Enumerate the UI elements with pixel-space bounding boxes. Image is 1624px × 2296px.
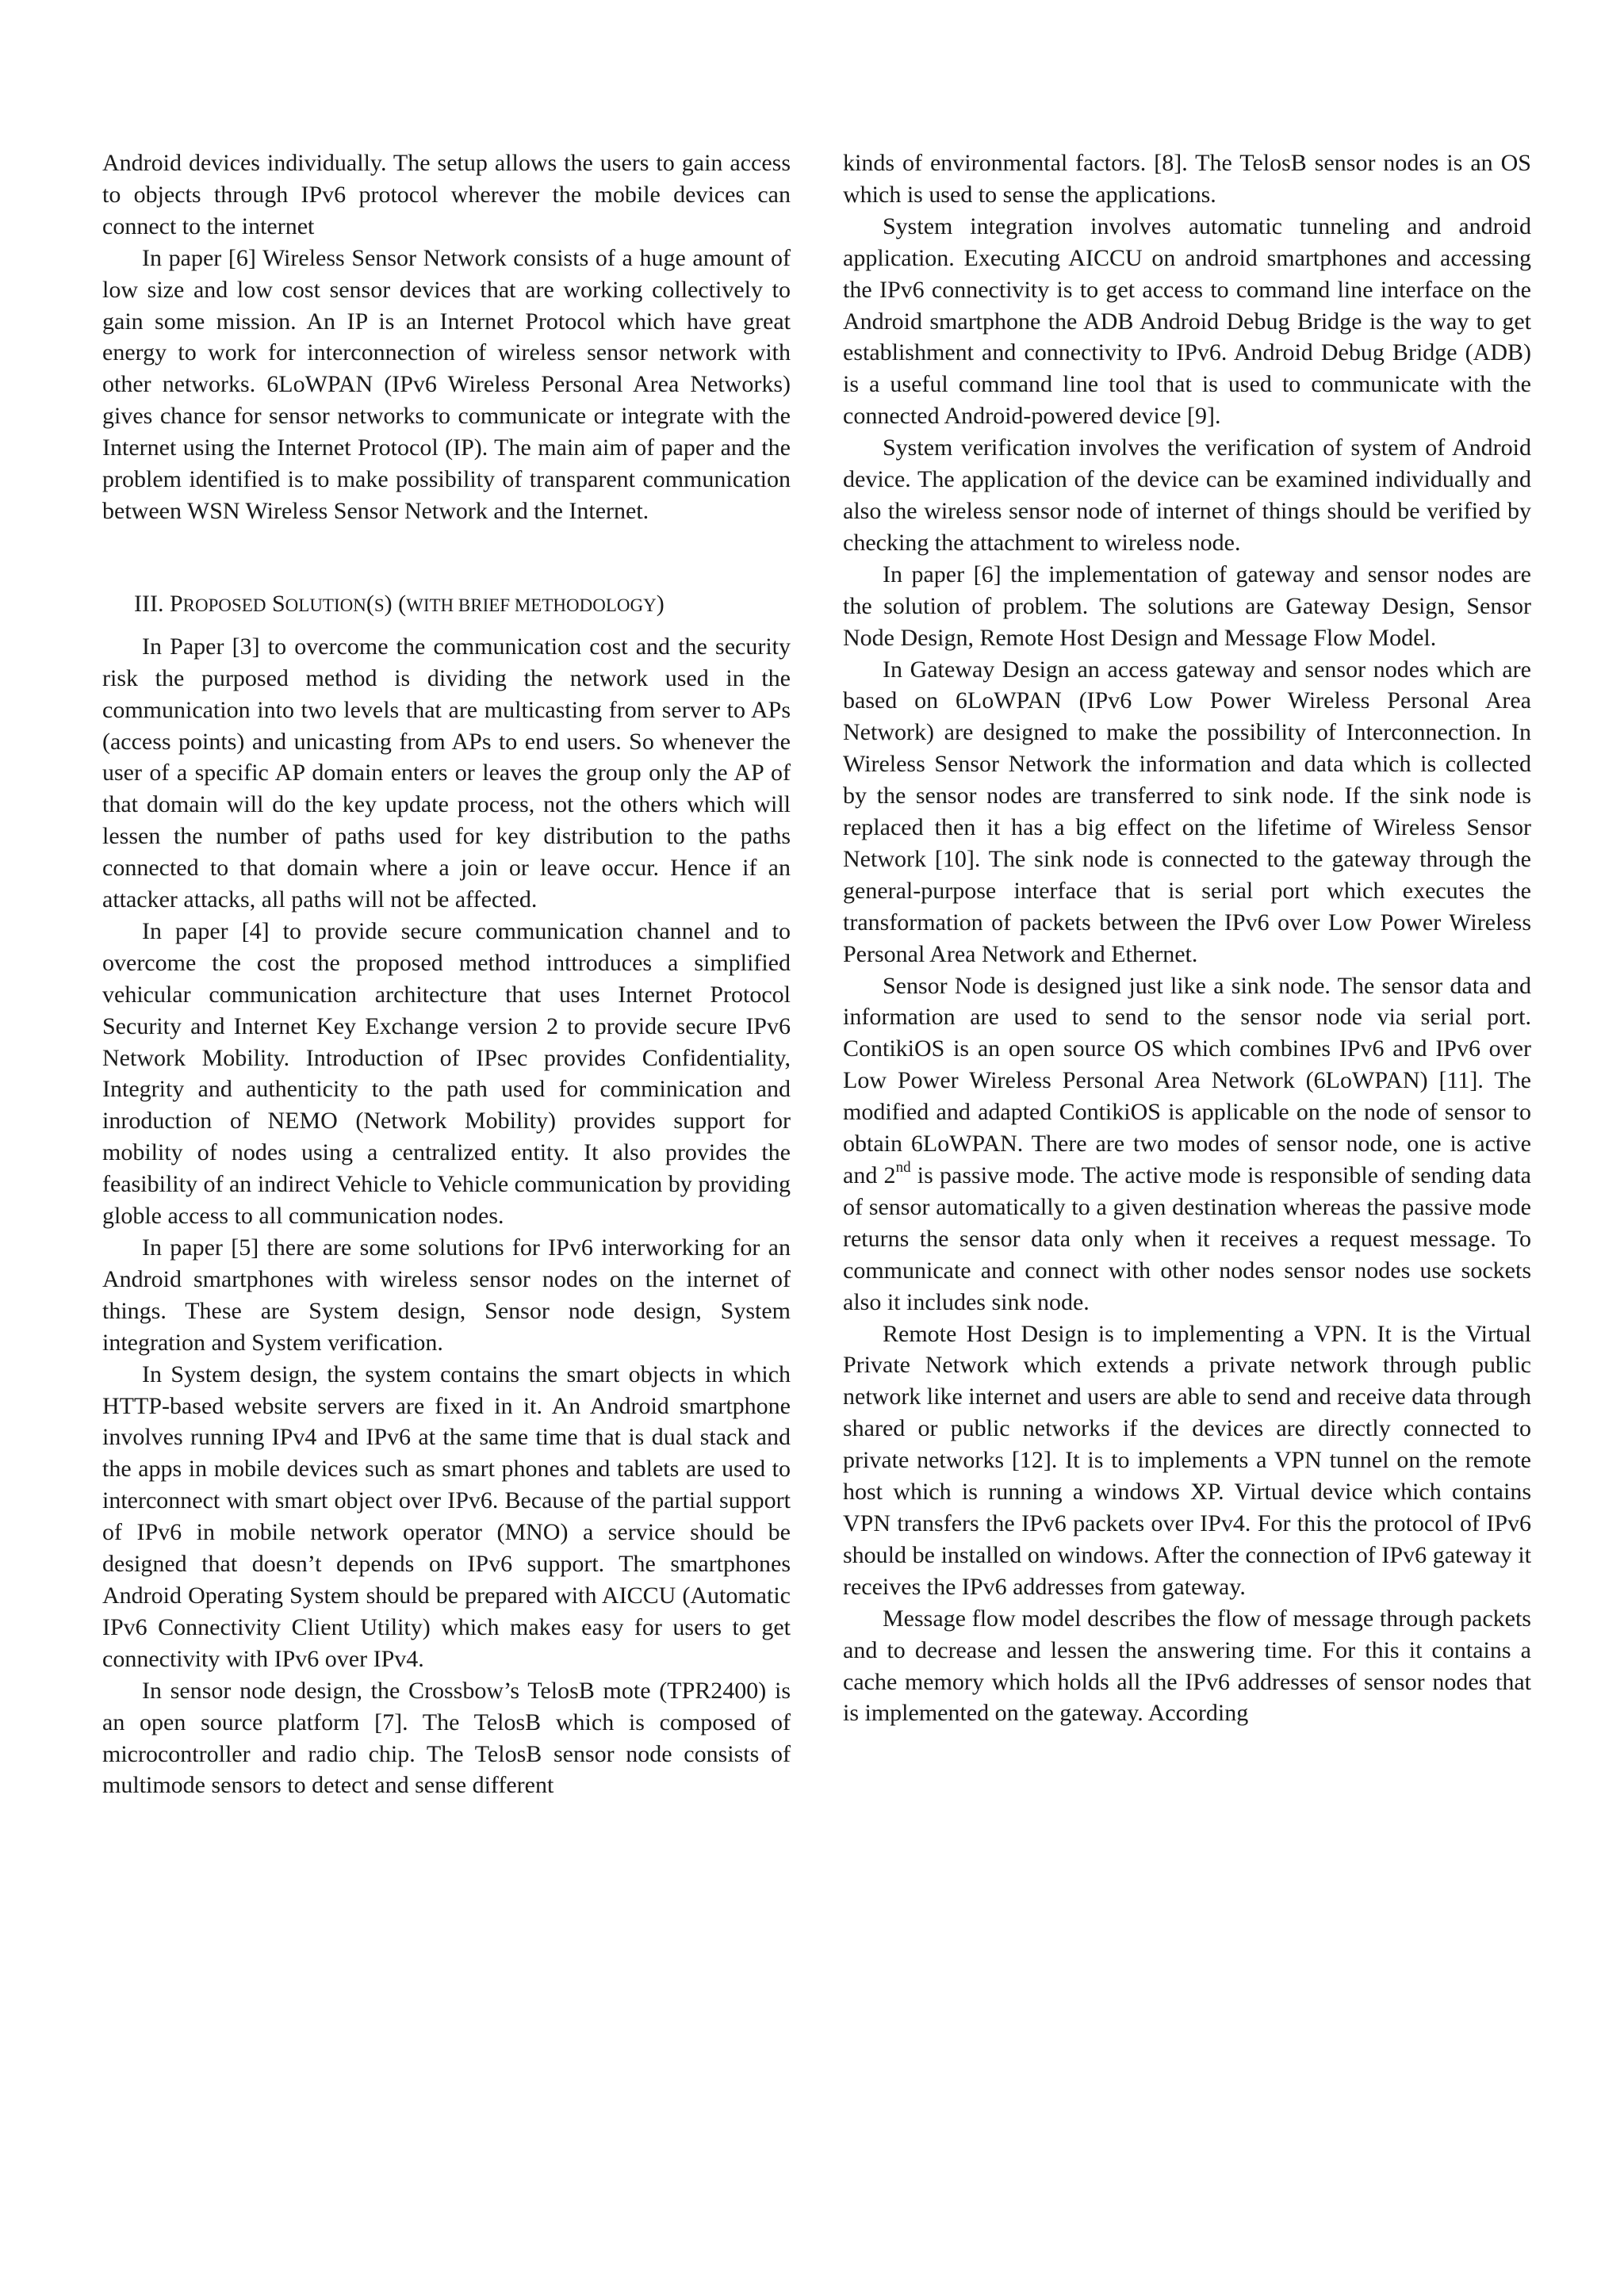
paragraph: Remote Host Design is to implementing a VPN. It is the Virtual Private Network which extends a private network through public network like internet and users are able to send and receive data through shared or public networks if the devices are directly connected to private networks [12]. It is to implements a VPN tunnel on the remote host which is running a windows XP. Virtual device which contains VPN transfers the IPv6 packets over IPv4. For this the protocol of IPv6 should be installed on windows. After the connection of IPv6 gateway it receives the IPv6 addresses from gateway.	[843, 1320, 1531, 1600]
left-column	[102, 147, 791, 1801]
paragraph: System integration involves automatic tunneling and android application. Executing AICCU on android smartphones and accessing the IPv6 connectivity is to get access to command line interface on the Android smartphone the ADB Android Debug Bridge is the way to get establishment and connectivity to IPv6. Android Debug Bridge (ADB) is a useful command line tool that is used to communicate with the connected Android-powered device [9].	[843, 212, 1531, 430]
paragraph: Message flow model describes the flow of message through packets and to decrease and lessen the answering time. For this it contains a cache memory which holds all the IPv6 addresses of sensor nodes that is implemented on the gateway. According	[843, 1605, 1531, 1727]
superscript: nd	[895, 1159, 911, 1176]
paragraph: Sensor Node is designed just like a sink node. The sensor data and information are used to send to the sensor node via serial port. ContikiOS is an open source OS which combines IPv6 and IPv6 over Low Power Wireless Personal Area Network (6LoWPAN) [11]. The modified and adapted ContikiOS is applicable on the node of sensor to obtain 6LoWPAN. There are two modes of sensor node, one is active and 2nd is passive mode. The active mode is responsible of sending data of sensor automatically to a given destination whereas the passive mode returns the sensor data only when it receives a request message. To communicate and connect with other nodes sensor nodes use sockets also it includes sink node.	[843, 972, 1531, 1315]
paragraph: In paper [6] the implementation of gateway and sensor nodes are the solution of problem. The solutions are Gateway Design, Sensor Node Design, Remote Host Design and Message Flow Model.	[843, 561, 1531, 651]
paragraph: kinds of environmental factors. [8]. The TelosB sensor nodes is an OS which is used to sense the applications.	[843, 150, 1531, 208]
paragraph: In sensor node design, the Crossbow’s TelosB mote (TPR2400) is an open source platform [7]. The TelosB which is composed of microcontroller and radio chip. The TelosB sensor node consists of multimode sensors to detect and sense different	[102, 1677, 791, 1799]
heading-gap	[102, 622, 791, 631]
paragraph: In paper [4] to provide secure communication channel and to overcome the cost the proposed method inttroduces a simplified vehicular communication architecture that uses Internet Protocol Security and Internet Key Exchange version 2 to provide secure IPv6 Network Mobility. Introduction of IPsec provides Confidentiality, Integrity and authenticity to the path used for comminication and inroduction of NEMO (Network Mobility) provides support for mobility of nodes using a centralized entity. It also provides the feasibility of an indirect Vehicle to Vehicle communication by providing globle access to all communication nodes.	[102, 917, 791, 1230]
paragraph: In System design, the system contains the smart objects in which HTTP-based website servers are fixed in it. An Android smartphone involves running IPv4 and IPv6 at the same time that is dual stack and the apps in mobile devices such as smart phones and tablets are used to interconnect with smart object over IPv6. Because of the partial support of IPv6 in mobile network operator (MNO) a service should be designed that doesn’t depends on IPv6 support. The smartphones Android Operating System should be prepared with AICCU (Automatic IPv6 Connectivity Client Utility) which makes easy for users to get connectivity with IPv6 over IPv4.	[102, 1360, 791, 1672]
paragraph: In paper [5] there are some solutions for IPv6 interworking for an Android smartphones with wireless sensor nodes on the internet of things. These are System design, Sensor node design, System integration and System verification.	[102, 1234, 791, 1356]
paragraph: Android devices individually. The setup allows the users to gain access to objects through IPv6 protocol wherever the mobile devices can connect to the internet	[102, 150, 791, 239]
paragraph: In Gateway Design an access gateway and sensor nodes which are based on 6LoWPAN (IPv6 Low Power Wireless Personal Area Network) are designed to make the possibility of Interconnection. In Wireless Sensor Network the information and data which is collected by the sensor nodes are transferred to sink node. If the sink node is replaced then it has a big effect on the lifetime of Wireless Sensor Network [10]. The sink node is connected to the gateway through the general-purpose interface that is serial port which executes the transformation of packets between the IPv6 over Low Power Wireless Personal Area Network and Ethernet.	[843, 656, 1531, 967]
section-spacer	[102, 527, 791, 588]
paragraph: In paper [6] Wireless Sensor Network consists of a huge amount of low size and low cost sensor devices that are working collectively to gain some mission. An IP is an Internet Protocol which have great energy to work for interconnection of wireless sensor network with other networks. 6LoWPAN (IPv6 Wireless Personal Area Networks) gives chance for sensor networks to communicate or integrate with the Internet using the Internet Protocol (IP). The main aim of paper and the problem identified is to make possibility of transparent communication between WSN Wireless Sensor Network and the Internet.	[102, 244, 791, 524]
section-heading: III. PROPOSED SOLUTION(S) (WITH BRIEF METHODOLOGY)	[134, 590, 665, 617]
paragraph: In Paper [3] to overcome the communication cost and the security risk the purposed method is dividing the network used in the communication into two levels that are multicasting from server to APs (access points) and unicasting from APs to end users. So whenever the user of a specific AP domain enters or leaves the group only the AP of that domain will do the key update process, not the others which will lessen the number of paths used for key distribution to the paths connected to that domain where a join or leave occur. Hence if an attacker attacks, all paths will not be affected.	[102, 633, 791, 913]
paragraph: System verification involves the verification of system of Android device. The application of the device can be examined individually and also the wireless sensor node of internet of things should be verified by checking the attachment to wireless node.	[843, 434, 1531, 556]
right-column	[843, 147, 1531, 1729]
